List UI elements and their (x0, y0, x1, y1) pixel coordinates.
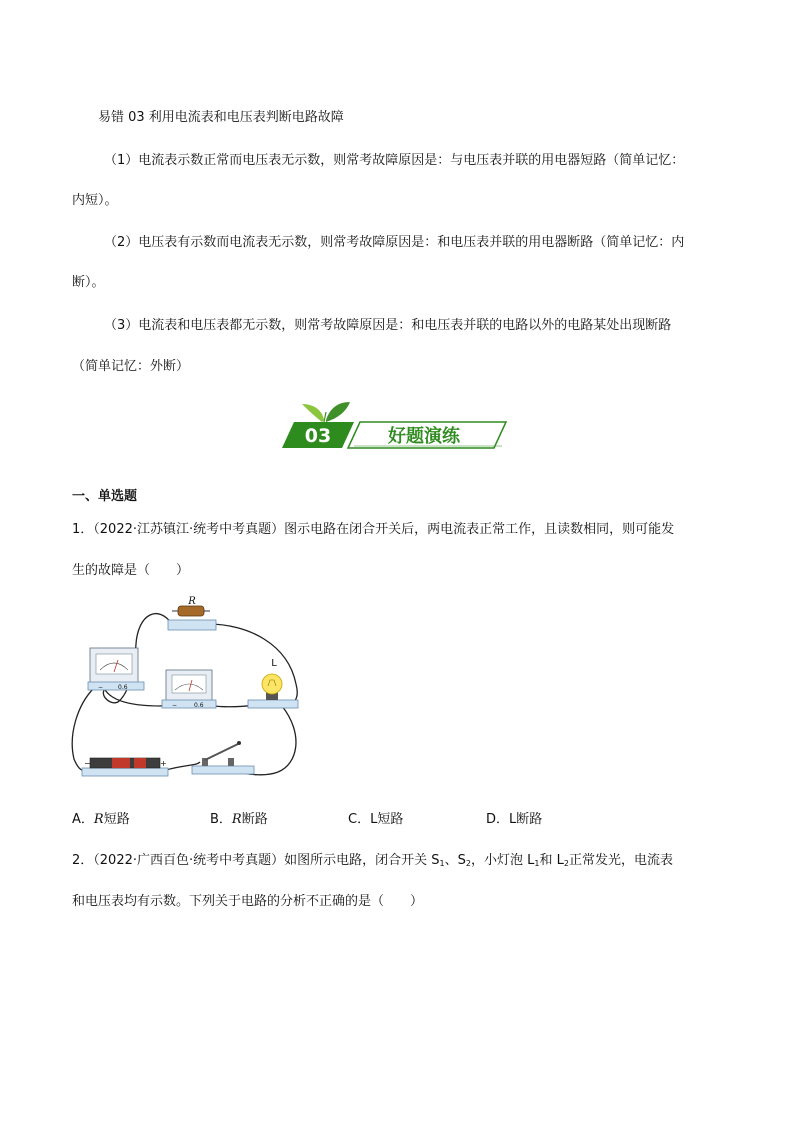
q1-option-c[interactable]: C．L短路 (348, 812, 404, 827)
tip-paragraph-3-line-1: （3）电流表和电压表都无示数，则常考故障原因是：和电压表并联的电路以外的电路某处出现断路 (104, 318, 672, 333)
lamp-label: L (271, 658, 277, 669)
tip-paragraph-1-line-2: 内短）。 (72, 193, 118, 208)
battery-minus: − (84, 759, 91, 768)
q1-option-b[interactable]: B．R断路 (210, 812, 268, 827)
section-banner (282, 400, 510, 456)
tip-paragraph-2-line-2: 断）。 (72, 275, 105, 290)
circuit-figure (68, 594, 308, 790)
switch (192, 741, 254, 774)
banner-number: 03 (304, 425, 332, 447)
ammeter-1-scale: 0.6 (118, 684, 128, 691)
q1-stem-line-2: 生的故障是（ ） (72, 563, 190, 578)
q1-stem-line-1: 1．（2022·江苏镇江·统考中考真题）图示电路在闭合开关后，两电流表正常工作，且读数相同，则可能发 (72, 522, 675, 537)
q2-stem-line-2: 和电压表均有示数。下列关于电路的分析不正确的是（ ） (72, 894, 424, 909)
q2-stem-line-1: 2．（2022·广西百色·统考中考真题）如图所示电路，闭合开关 $S_1$、$S_2$，小灯泡 $L_1$和 $L_2$正常发光，电流表 (72, 853, 673, 868)
resistor (168, 596, 216, 630)
ammeter-2-scale: 0.6 (194, 702, 204, 709)
resistor-label: R (188, 596, 196, 607)
tip-title: 易错 03 利用电流表和电压表判断电路故障 (98, 110, 344, 125)
ammeter-1 (88, 648, 144, 691)
battery (82, 758, 168, 776)
ammeter-2 (162, 670, 216, 709)
q1-option-a[interactable]: A．R短路 (72, 812, 130, 827)
banner-title: 好题演练 (388, 426, 460, 447)
ammeter-1-minus: − (98, 684, 104, 691)
battery-plus: + (160, 759, 167, 768)
tip-paragraph-2-line-1: （2）电压表有示数而电流表无示数，则常考故障原因是：和电压表并联的用电器断路（简单记忆：内 (104, 235, 685, 250)
tip-paragraph-1-line-1: （1）电流表示数正常而电压表无示数，则常考故障原因是：与电压表并联的用电器短路（简单记忆： (104, 153, 685, 168)
ammeter-2-minus: − (172, 702, 178, 709)
leaf-icon (302, 402, 350, 422)
section-heading: 一、单选题 (72, 489, 138, 504)
lamp (248, 658, 298, 708)
q1-option-d[interactable]: D．L断路 (486, 812, 543, 827)
tip-paragraph-3-line-2: （简单记忆：外断） (72, 359, 190, 374)
